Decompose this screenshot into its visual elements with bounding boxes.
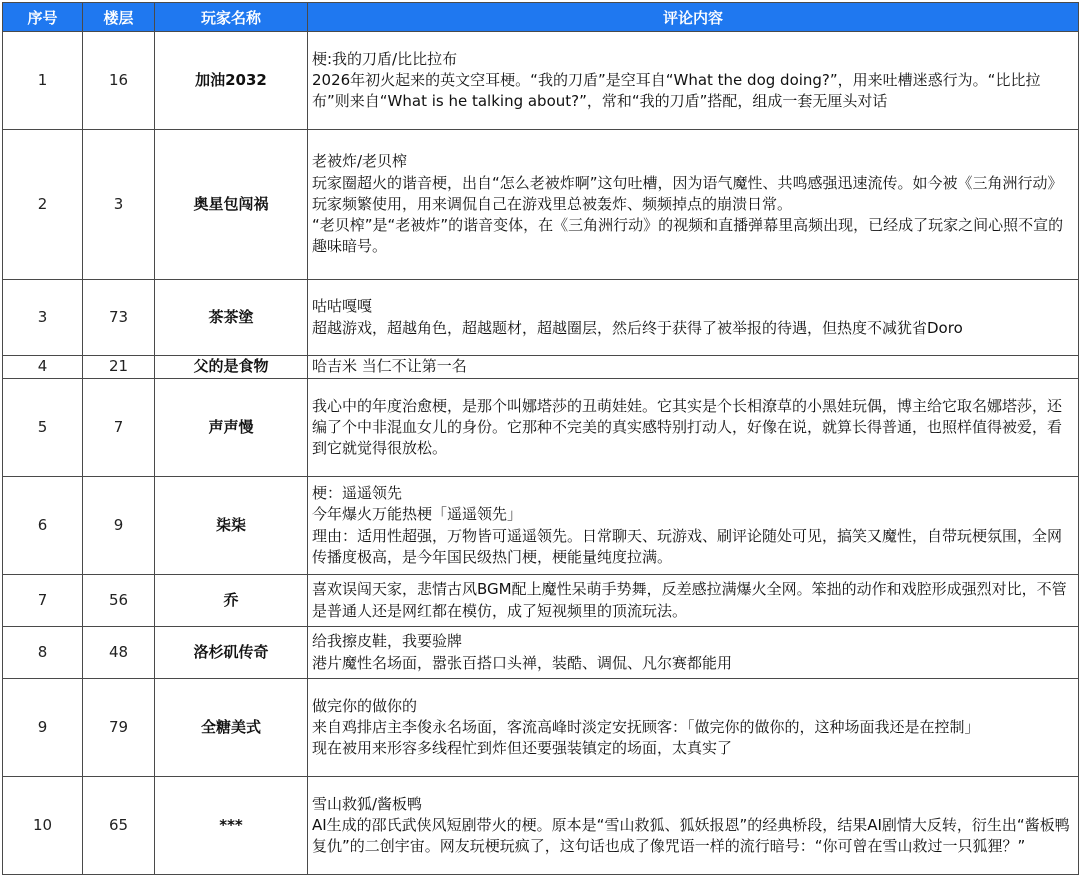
comment-line: 咕咕嘎嘎 [312, 297, 373, 316]
row-floor: 79 [83, 679, 155, 777]
row-comment [308, 627, 1079, 679]
row-comment [308, 575, 1079, 627]
row-player-name: 声声慢 [155, 379, 308, 477]
header-index: 序号 [3, 3, 83, 32]
header-floor: 楼层 [83, 3, 155, 32]
table-row [3, 356, 1079, 379]
row-floor: 7 [83, 379, 155, 477]
table-row [3, 130, 1079, 280]
row-player-name: 全糖美式 [155, 679, 308, 777]
row-player-name: 柒柒 [155, 477, 308, 575]
header-player: 玩家名称 [155, 3, 308, 32]
comment-line: 梗:我的刀盾/比比拉布 [312, 49, 458, 68]
table-row [3, 379, 1079, 477]
row-comment [308, 777, 1079, 875]
row-player-name: 加油2032 [155, 32, 308, 130]
row-index: 5 [3, 379, 83, 477]
row-floor: 21 [83, 356, 155, 379]
table-row [3, 575, 1079, 627]
row-floor: 65 [83, 777, 155, 875]
row-player-name: 乔 [155, 575, 308, 627]
comment-line: 我心中的年度治愈梗，是那个叫娜塔莎的丑萌娃娃。它其实是个长相潦草的小黑娃玩偶，博主给它取名娜塔莎，还编了个中非混血女儿的身份。它那种不完美的真实感特别打动人，好像在说，就算长得普通，也照样值得被爱，看到它就觉得很放松。 [312, 396, 1063, 458]
row-comment [308, 280, 1079, 356]
row-index: 6 [3, 477, 83, 575]
table-body [3, 32, 1079, 875]
comment-line: 玩家圈超火的谐音梗，出自“怎么老被炸啊”这句吐槽，因为语气魔性、共鸣感强迅速流传。如今被《三角洲行动》玩家频繁使用，用来调侃自己在游戏里总被轰炸、频频掉点的崩溃日常。 [312, 173, 1063, 213]
comment-line: 来自鸡排店主李俊永名场面，客流高峰时淡定安抚顾客：「做完你的做你的，这种场面我还是在控制」 [312, 717, 980, 736]
row-index: 10 [3, 777, 83, 875]
comment-line: 做完你的做你的 [312, 696, 418, 715]
comment-line: 现在被用来形容多线程忙到炸但还要强装镇定的场面，太真实了 [312, 739, 733, 758]
table-row [3, 627, 1079, 679]
comment-line: 喜欢误闯天家，悲情古风BGM配上魔性呆萌手势舞，反差感拉满爆火全网。笨拙的动作和戏腔形成强烈对比，不管是普通人还是网红都在模仿，成了短视频里的顶流玩法。 [312, 580, 1067, 620]
table-row [3, 477, 1079, 575]
header-comment: 评论内容 [308, 3, 1079, 32]
comment-line: 今年爆火万能热梗「遥遥领先」 [312, 505, 523, 524]
row-player-name: *** [155, 777, 308, 875]
row-floor: 56 [83, 575, 155, 627]
comment-line: AI生成的邵氏武侠风短剧带火的梗。原本是“雪山救狐、狐妖报恩”的经典桥段，结果AI剧情大反转，衍生出“酱板鸭复仇”的二创宇宙。网友玩梗玩疯了，这句话也成了像咒语一样的流行暗号：“你可曾在雪山救过一只狐狸？” [312, 815, 1070, 856]
comment-line: 哈吉米 当仁不让第一名 [312, 357, 467, 376]
row-comment [308, 32, 1079, 130]
row-index: 9 [3, 679, 83, 777]
row-comment [308, 379, 1079, 477]
row-player-name: 奥星包闯祸 [155, 130, 308, 280]
row-player-name: 父的是食物 [155, 356, 308, 379]
row-comment [308, 130, 1079, 280]
row-comment [308, 477, 1079, 575]
row-player-name: 洛杉矶传奇 [155, 627, 308, 679]
comment-line: 雪山救狐/酱板鸭 [312, 794, 423, 813]
comment-line: 给我擦皮鞋，我要验牌 [312, 632, 463, 651]
row-index: 4 [3, 356, 83, 379]
comment-table [2, 2, 1079, 875]
row-floor: 73 [83, 280, 155, 356]
row-index: 1 [3, 32, 83, 130]
row-floor: 48 [83, 627, 155, 679]
row-index: 7 [3, 575, 83, 627]
row-floor: 9 [83, 477, 155, 575]
row-player-name: 茶茶塗 [155, 280, 308, 356]
comment-line: 老被炸/老贝榨 [312, 152, 408, 171]
row-floor: 3 [83, 130, 155, 280]
comment-line: 理由：适用性超强，万物皆可遥遥领先。日常聊天、玩游戏、刷评论随处可见，搞笑又魔性，自带玩梗氛围，全网传播度极高，是今年国民级热门梗，梗能量纯度拉满。 [312, 526, 1063, 566]
comment-line: 2026年初火起来的英文空耳梗。“我的刀盾”是空耳自“What the dog doing?”，用来吐槽迷惑行为。“比比拉布”则来自“What is he talking about?”，常和“我的刀盾”搭配，组成一套无厘头对话 [312, 70, 1041, 111]
row-index: 3 [3, 280, 83, 356]
table-row [3, 280, 1079, 356]
table-row [3, 777, 1079, 875]
row-comment [308, 356, 1079, 379]
table-row [3, 679, 1079, 777]
comment-line: “老贝榨”是“老被炸”的谐音变体，在《三角洲行动》的视频和直播弹幕里高频出现，已经成了玩家之间心照不宣的趣味暗号。 [312, 216, 1064, 256]
row-floor: 16 [83, 32, 155, 130]
table-header-row [3, 3, 1079, 32]
row-index: 8 [3, 627, 83, 679]
row-index: 2 [3, 130, 83, 280]
row-comment [308, 679, 1079, 777]
table-row [3, 32, 1079, 130]
comment-line: 超越游戏，超越角色，超越题材，超越圈层，然后终于获得了被举报的待遇，但热度不减犹省Doro [312, 318, 963, 337]
comment-line: 港片魔性名场面，嚣张百搭口头禅，装酷、调侃、凡尔赛都能用 [312, 653, 733, 672]
comment-line: 梗：遥遥领先 [312, 484, 403, 503]
